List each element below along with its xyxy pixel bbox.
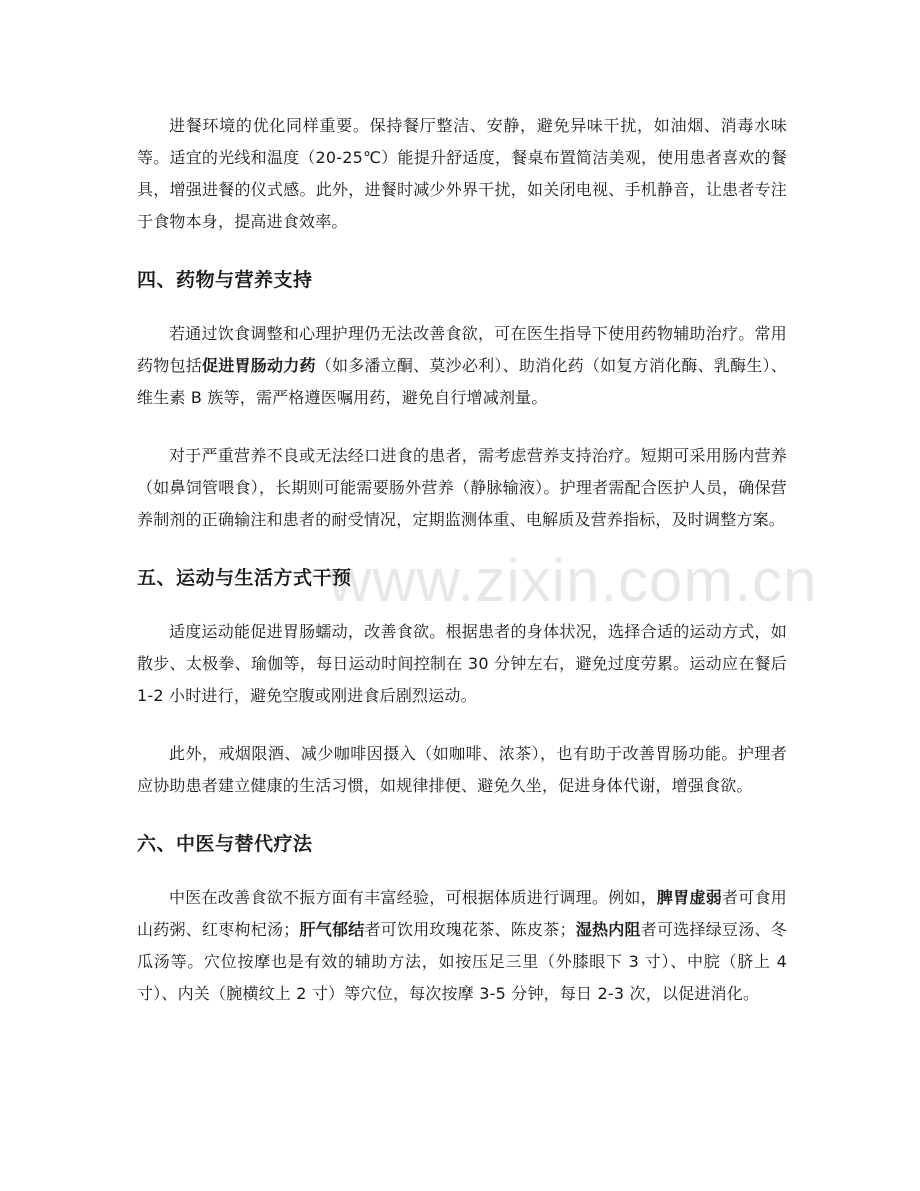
paragraph-text: 若通过饮食调整和心理护理仍无法改善食欲，可在医生指导下使用药物辅助治疗。常用药物包括 [137,324,787,375]
paragraph-text: 进餐环境的优化同样重要。保持餐厅整洁、安静，避免异味干扰，如油烟、消毒水味等。适宜的光线和温度（20-25℃）能提升舒适度，餐桌布置简洁美观，使用患者喜欢的餐具，增强进餐的仪式感。此外，进餐时减少外界干扰，如关闭电视、手机静音，让患者专注于食物本身，提高进食效率。 [137,116,787,231]
watermark-text: www.zixin.com.cn [328,547,818,614]
paragraph-text: （如多潘立酮、莫沙必利）、助消化药（如复方消化酶、乳酶生）、维生素 B 族等，需严格遵医嘱用药，避免自行增减剂量。 [137,356,787,407]
paragraph-text: 此外，戒烟限酒、减少咖啡因摄入（如咖啡、浓茶），也有助于改善胃肠功能。护理者应协助患者建立健康的生活习惯，如规律排便、避免久坐，促进身体代谢，增强食欲。 [137,744,787,795]
bold-term-damp-heat: 湿热内阻 [575,920,641,939]
paragraph-exercise [137,616,787,712]
bold-term-prokinetic-drugs: 促进胃肠动力药 [201,356,316,375]
section-heading-medication-nutrition: 四、药物与营养支持 [137,269,313,291]
paragraph-dining-environment [137,110,787,238]
section-heading-tcm-alternative: 六、中医与替代疗法 [137,833,313,855]
paragraph-text: 适度运动能促进胃肠蠕动，改善食欲。根据患者的身体状况，选择合适的运动方式，如散步、太极拳、瑜伽等，每日运动时间控制在 30 分钟左右，避免过度劳累。运动应在餐后 1-2 小时进行，避免空腹或刚进食后剧烈运动。 [137,622,787,705]
paragraph-text: 对于严重营养不良或无法经口进食的患者，需考虑营养支持治疗。短期可采用肠内营养（如鼻饲管喂食），长期则可能需要肠外营养（静脉输液）。护理者需配合医护人员，确保营养制剂的正确输注和患者的耐受情况，定期监测体重、电解质及营养指标，及时调整方案。 [137,446,787,529]
paragraph-lifestyle [137,738,787,802]
paragraph-medication [137,318,787,414]
bold-term-liver-qi-stagnation: 肝气郁结 [299,920,365,939]
paragraph-text: 者可饮用玫瑰花茶、陈皮茶； [364,920,576,939]
paragraph-text: 中医在改善食欲不振方面有丰富经验，可根据体质进行调理。例如， [169,888,657,907]
paragraph-nutrition-support [137,440,787,536]
document-body [137,110,787,1036]
section-heading-exercise-lifestyle: 五、运动与生活方式干预 [137,567,352,589]
paragraph-text: 者可选择绿豆汤、冬瓜汤等。穴位按摩也是有效的辅助方法，如按压足三里（外膝眼下 3 寸）、中脘（脐上 4 寸）、内关（腕横纹上 2 寸）等穴位，每次按摩 3-5 分钟，每日 2-3 次，以促进消化。 [137,920,787,1003]
paragraph-tcm [137,882,787,1010]
bold-term-spleen-deficiency: 脾胃虚弱 [656,888,722,907]
paragraph-text: 者可食用山药粥、红枣枸杞汤； [137,888,787,939]
